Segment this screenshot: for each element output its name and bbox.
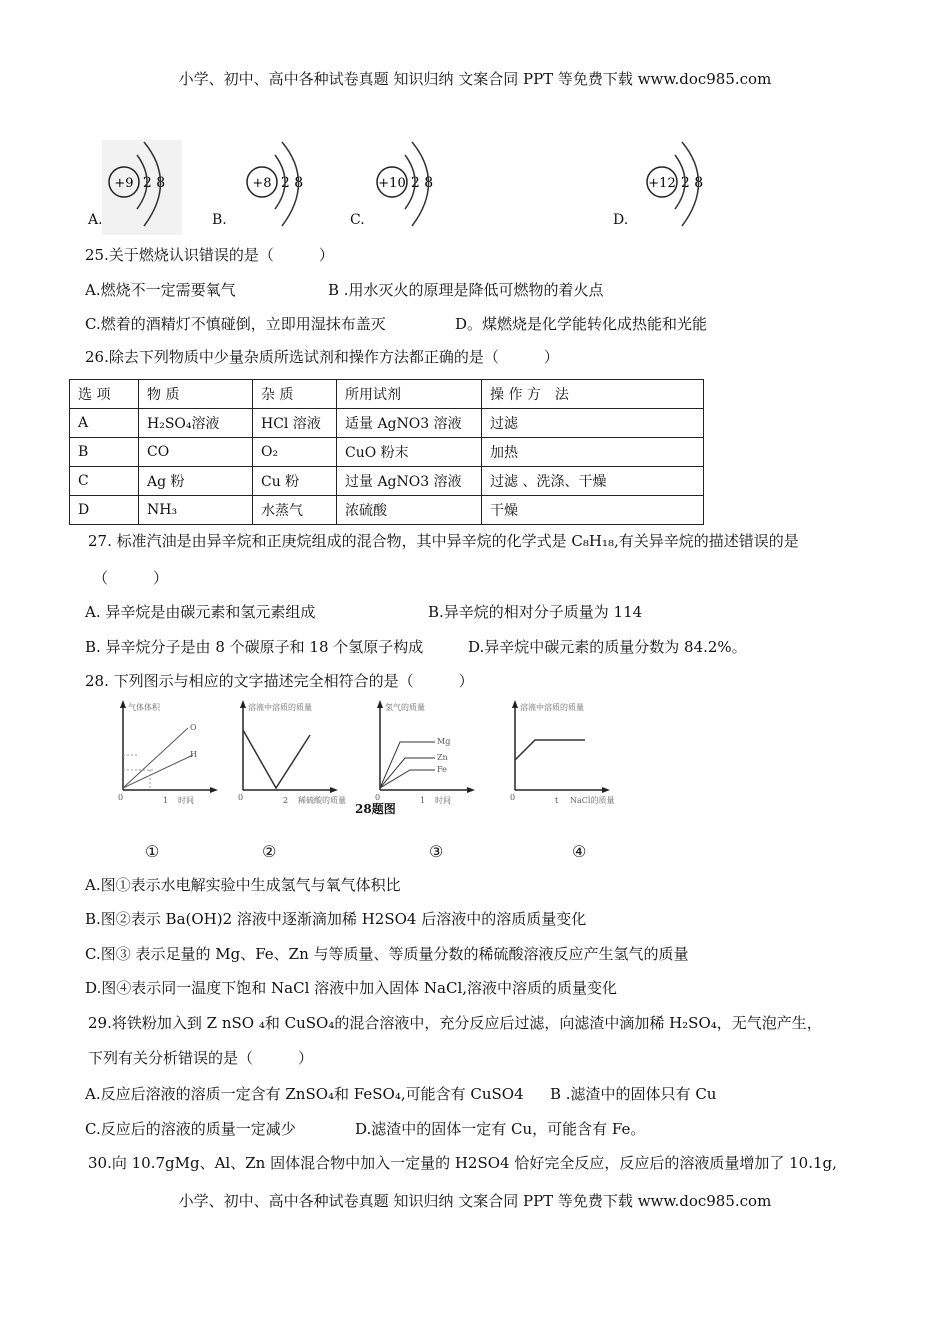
table-cell: Ag 粉: [139, 467, 253, 496]
atom-structure-diagram: [102, 140, 182, 239]
q27-option-b: B.异辛烷的相对分子质量为 114: [428, 603, 643, 621]
q28-option-d: D.图④表示同一温度下饱和 NaCl 溶液中加入固体 NaCl,溶液中溶质的质量变化: [85, 979, 618, 997]
table-cell: 过滤: [482, 409, 704, 438]
x-tick-label: 2: [283, 796, 289, 805]
table-cell: O₂: [253, 438, 337, 467]
table-header-row: [70, 380, 704, 409]
q26-stem: 26.除去下列物质中少量杂质所选试剂和操作方法都正确的是（ ）: [85, 348, 559, 366]
q25-option-d: D。煤燃烧是化学能转化成热能和光能: [455, 315, 708, 333]
table-cell: 过量 AgNO3 溶液: [337, 467, 482, 496]
header-cell: 杂 质: [253, 380, 337, 409]
graph-number: ④: [572, 842, 587, 861]
q25-stem: 25.关于燃烧认识错误的是（ ）: [85, 246, 334, 264]
y-axis-label: 氢气的质量: [385, 703, 425, 712]
table-cell: H₂SO₄溶液: [139, 409, 253, 438]
q29-option-c: C.反应后的溶液的质量一定减少: [85, 1120, 296, 1138]
origin-label: 0: [118, 793, 124, 802]
electron-shells: 2 8: [280, 175, 304, 191]
q28-option-c: C.图③ 表示足量的 Mg、Fe、Zn 与等质量、等质量分数的稀硫酸溶液反应产生氢气的质量: [85, 945, 689, 963]
y-axis-label: 气体体积: [128, 703, 160, 712]
x-tick-label: t: [555, 796, 559, 805]
table-cell: A: [70, 409, 139, 438]
figure-caption: 28题图: [355, 802, 396, 816]
header-cell: 物 质: [139, 380, 253, 409]
table-cell: C: [70, 467, 139, 496]
x-axis-label: 时间: [435, 796, 451, 805]
table-cell: D: [70, 496, 139, 525]
q25-option-c: C.燃着的酒精灯不慎碰倒，立即用湿抹布盖灭: [85, 315, 386, 333]
y-axis-label: 溶液中溶质的质量: [520, 703, 584, 712]
table-row: [70, 496, 704, 525]
x-axis-label: 时间: [178, 796, 194, 805]
atom-structure-diagram: [370, 140, 450, 239]
nucleus-charge: +9: [114, 176, 134, 191]
atom-structure-diagram: [640, 140, 720, 239]
table-cell: 适量 AgNO3 溶液: [337, 409, 482, 438]
table-cell: 干燥: [482, 496, 704, 525]
q27-option-d: D.异辛烷中碳元素的质量分数为 84.2%。: [468, 638, 747, 656]
graph-number: ①: [145, 842, 160, 861]
table-cell: 水蒸气: [253, 496, 337, 525]
header-cell: 操 作 方 法: [482, 380, 704, 409]
graph-number: ③: [429, 842, 444, 861]
table-row: [70, 409, 704, 438]
q27-stem: 27. 标准汽油是由异辛烷和正庚烷组成的混合物，其中异辛烷的化学式是 C₈H₁₈,有关异辛烷的描述错误的是: [88, 532, 799, 550]
q25-option-b: B .用水灭火的原理是降低可燃物的着火点: [328, 281, 604, 299]
q28-stem: 28. 下列图示与相应的文字描述完全相符合的是（ ）: [85, 672, 474, 690]
q29-option-d: D.滤渣中的固体一定有 Cu，可能含有 Fe。: [355, 1120, 646, 1138]
electron-shells: 2 8: [410, 175, 434, 191]
page-footer: 小学、初中、高中各种试卷真题 知识归纳 文案合同 PPT 等免费下载 www.doc985.com: [178, 1192, 772, 1210]
series-label: Fe: [437, 765, 447, 774]
table-cell: Cu 粉: [253, 467, 337, 496]
table-row: [70, 438, 704, 467]
table-cell: 浓硫酸: [337, 496, 482, 525]
q27-paren: （ ）: [93, 569, 169, 587]
table-cell: HCl 溶液: [253, 409, 337, 438]
nucleus-charge: +10: [378, 176, 406, 191]
header-cell: 选 项: [70, 380, 139, 409]
page-header: 小学、初中、高中各种试卷真题 知识归纳 文案合同 PPT 等免费下载 www.doc985.com: [178, 70, 772, 88]
y-axis-label: 溶液中溶质的质量: [248, 703, 312, 712]
origin-label: 0: [510, 793, 516, 802]
series-label: Zn: [437, 753, 448, 762]
table-cell: CuO 粉末: [337, 438, 482, 467]
table-row: [70, 467, 704, 496]
q24-option-label: A.: [88, 212, 103, 228]
series-label: O: [190, 723, 197, 732]
x-tick-label: 1: [163, 796, 169, 805]
x-axis-label: 稀硫酸的质量: [298, 796, 346, 805]
q27-option-a: A. 异辛烷是由碳元素和氢元素组成: [85, 603, 316, 621]
q26-table: [69, 379, 704, 525]
x-axis-label: NaCl的质量: [570, 796, 615, 805]
table-cell: B: [70, 438, 139, 467]
q30-stem: 30.向 10.7gMg、Al、Zn 固体混合物中加入一定量的 H2SO4 恰好完全反应，反应后的溶液质量增加了 10.1g,: [88, 1154, 837, 1172]
q29-option-a: A.反应后溶液的溶质一定含有 ZnSO₄和 FeSO₄,可能含有 CuSO4: [85, 1085, 524, 1103]
nucleus-charge: +8: [252, 176, 272, 191]
electron-shells: 2 8: [142, 175, 166, 191]
table-cell: 过滤 、洗涤、干燥: [482, 467, 704, 496]
q29-stem-2: 下列有关分析错误的是（ ）: [88, 1049, 314, 1067]
q24-option-label: D.: [613, 212, 629, 228]
x-tick-label: 1: [420, 796, 426, 805]
q29-stem: 29.将铁粉加入到 Z nSO ₄和 CuSO₄的混合溶液中，充分反应后过滤，向滤渣中滴加稀 H₂SO₄，无气泡产生，: [88, 1014, 822, 1032]
q24-option-label: C.: [350, 212, 365, 228]
origin-label: 0: [375, 793, 381, 802]
graph-number: ②: [262, 842, 277, 861]
table-cell: CO: [139, 438, 253, 467]
series-label: H: [190, 750, 197, 759]
q25-option-a: A.燃烧不一定需要氧气: [85, 281, 236, 299]
atom-structure-diagram: [240, 140, 320, 239]
series-label: Mg: [437, 737, 451, 746]
q28-option-b: B.图②表示 Ba(OH)2 溶液中逐渐滴加稀 H2SO4 后溶液中的溶质质量变化: [85, 910, 587, 928]
table-cell: NH₃: [139, 496, 253, 525]
q28-option-a: A.图①表示水电解实验中生成氢气与氧气体积比: [85, 876, 401, 894]
q28-graph: [375, 700, 505, 814]
q28-graph: [118, 700, 248, 814]
nucleus-charge: +12: [648, 176, 676, 191]
electron-shells: 2 8: [680, 175, 704, 191]
q28-graph: [238, 700, 368, 814]
q27-option-c: B. 异辛烷分子是由 8 个碳原子和 18 个氢原子构成: [85, 638, 424, 656]
q24-option-label: B.: [212, 212, 227, 228]
q29-option-b: B .滤渣中的固体只有 Cu: [550, 1085, 717, 1103]
q28-graph: [510, 700, 640, 814]
table-cell: 加热: [482, 438, 704, 467]
origin-label: 0: [238, 793, 244, 802]
header-cell: 所用试剂: [337, 380, 482, 409]
